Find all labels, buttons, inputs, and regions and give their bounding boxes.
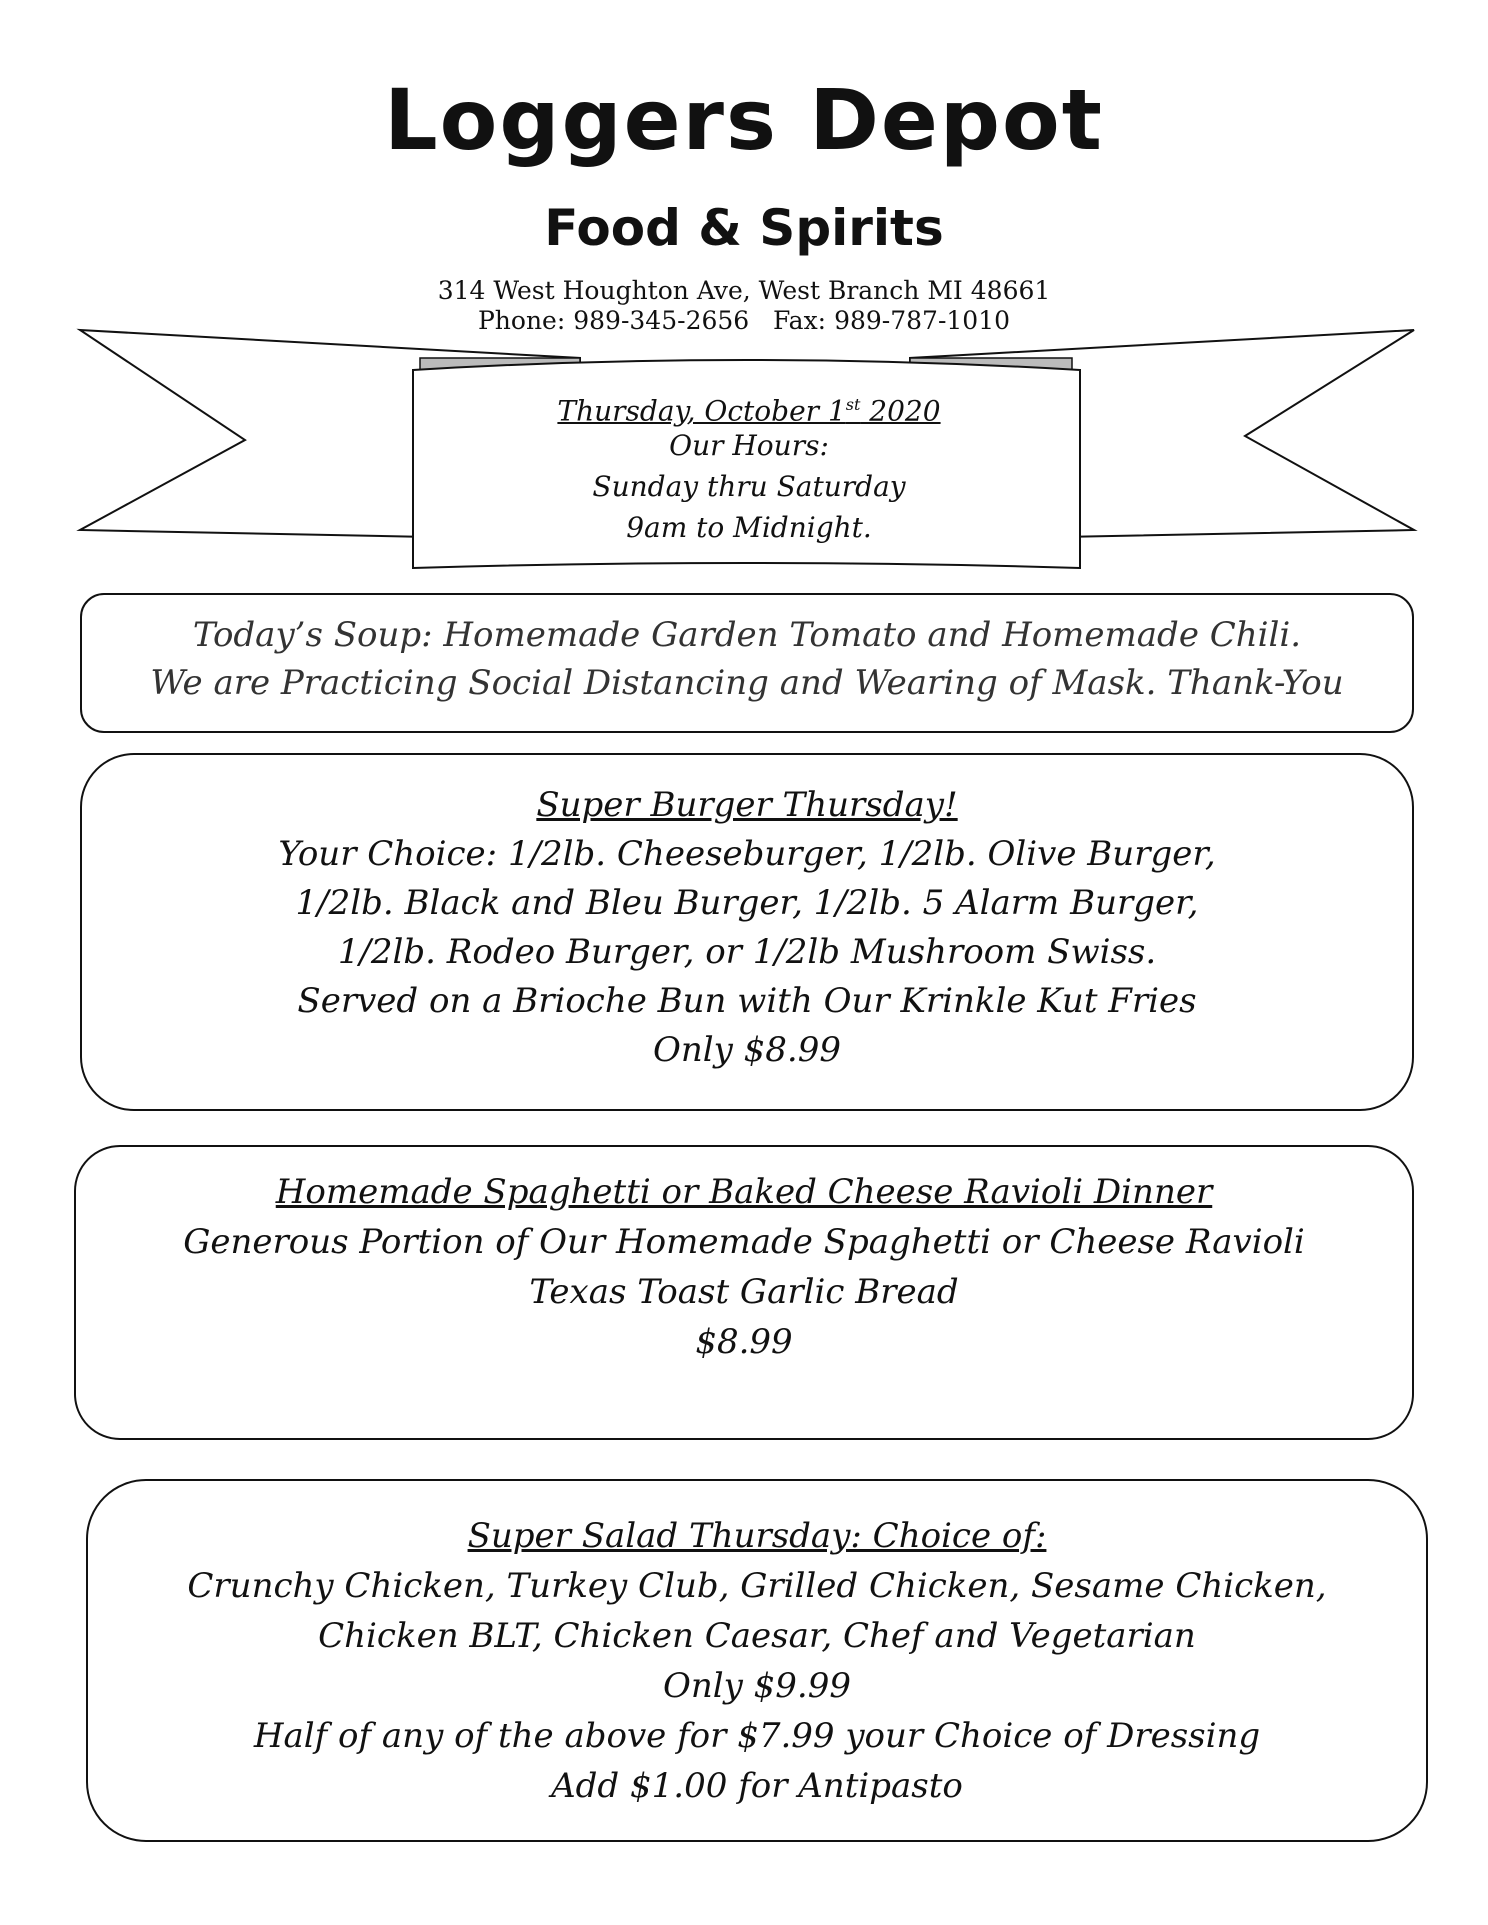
- burger-special-title: Super Burger Thursday!: [536, 785, 958, 825]
- pasta-special-box: [74, 1145, 1414, 1440]
- salad-special-line: Half of any of the above for $7.99 your Choice of Dressing: [253, 1716, 1261, 1756]
- pasta-special-title: Homemade Spaghetti or Baked Cheese Ravioli Dinner: [275, 1172, 1213, 1212]
- fax-number: 989-787-1010: [834, 306, 1011, 335]
- date-ordinal: st: [845, 395, 861, 414]
- fax-label: Fax:: [773, 306, 827, 335]
- phone-label: Phone:: [477, 306, 566, 335]
- salad-special-line: Crunchy Chicken, Turkey Club, Grilled Chicken, Sesame Chicken,: [187, 1566, 1327, 1606]
- salad-special-addon: Add $1.00 for Antipasto: [551, 1766, 963, 1806]
- burger-special-line: 1/2lb. Rodeo Burger, or 1/2lb Mushroom Swiss.: [337, 932, 1157, 972]
- burger-special-line: Served on a Brioche Bun with Our Krinkle Kut Fries: [297, 981, 1197, 1021]
- burger-special-box: [80, 753, 1414, 1111]
- salad-special-title: Super Salad Thursday: Choice of:: [467, 1516, 1047, 1556]
- pasta-special-line: Generous Portion of Our Homemade Spaghetti or Cheese Ravioli: [183, 1222, 1305, 1262]
- banner-date: Thursday, October 1st 2020: [557, 394, 941, 428]
- soup-of-the-day: Today’s Soup: Homemade Garden Tomato and Homemade Chili.: [192, 615, 1302, 655]
- distancing-notice: We are Practicing Social Distancing and Wearing of Mask. Thank-You: [150, 663, 1344, 703]
- burger-special-line: 1/2lb. Black and Bleu Burger, 1/2lb. 5 Alarm Burger,: [295, 883, 1199, 923]
- salad-special-price: Only $9.99: [663, 1666, 851, 1706]
- restaurant-name: Loggers Depot: [384, 71, 1104, 169]
- hours-label: Our Hours:: [669, 429, 829, 462]
- burger-special-line: Your Choice: 1/2lb. Cheeseburger, 1/2lb. Olive Burger,: [278, 834, 1216, 874]
- restaurant-tagline: Food & Spirits: [544, 199, 944, 257]
- pasta-special-line: Texas Toast Garlic Bread: [529, 1272, 959, 1312]
- pasta-special-price: $8.99: [695, 1322, 793, 1362]
- hours-days: Sunday thru Saturday: [592, 470, 906, 503]
- hours-times: 9am to Midnight.: [626, 511, 872, 544]
- salad-special-line: Chicken BLT, Chicken Caesar, Chef and Vegetarian: [318, 1616, 1196, 1656]
- address: 314 West Houghton Ave, West Branch MI 48661: [437, 276, 1051, 305]
- phone-number: 989-345-2656: [573, 306, 750, 335]
- soup-notice-box: [80, 593, 1414, 733]
- salad-special-box: [86, 1479, 1428, 1842]
- burger-special-price: Only $8.99: [653, 1030, 841, 1070]
